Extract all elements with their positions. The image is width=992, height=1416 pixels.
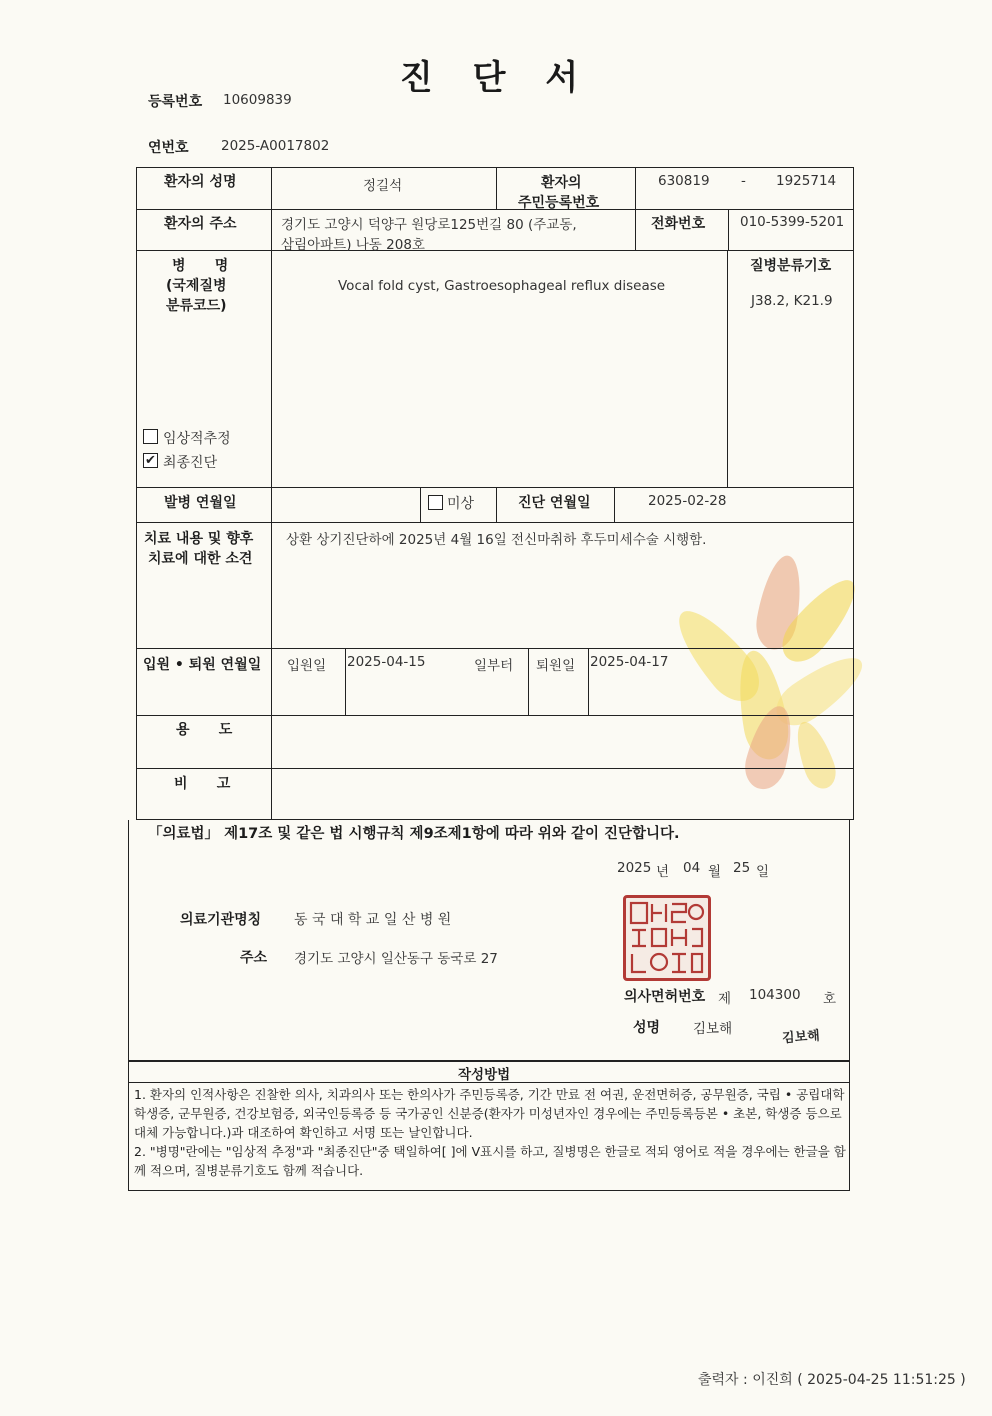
doctor-name-label: 성명 (633, 1020, 661, 1036)
certify-year: 2025 (617, 860, 652, 876)
day-unit: 일 (756, 864, 770, 880)
name-label: 환자의 성명 (164, 174, 237, 190)
admission-label: 입원 • 퇴원 연월일 (143, 657, 262, 673)
certify-month: 04 (683, 860, 701, 876)
month-unit: 월 (708, 864, 722, 880)
institution-address-label: 주소 (240, 950, 268, 966)
hospital-seal (623, 895, 711, 981)
license-number: 104300 (749, 987, 801, 1003)
clinical-estimate-label: 임상적추정 (163, 431, 231, 447)
clinical-estimate-checkbox[interactable] (143, 429, 158, 444)
doctor-name: 김보해 (693, 1021, 733, 1037)
instruction-item-1: 1. 환자의 인적사항은 진찰한 의사, 치과의사 또는 한의사가 주민등록증, 기간 만료 전 여권, 운전면허증, 공무원증, 국립 • 공립대학 학생증, 군무원증, 건강보험증, 외국인등록증 등 국가공인 신분증(환자가 미성년자인 경우에는 주민등록등본 • 초본, 학생증 등으로 대체 가능합니다.)과 대조하여 확인하고 서명 또는 날인합니다. (134, 1087, 845, 1140)
rrn-label-line2: 주민등록번호 (518, 195, 600, 211)
diagnosis-label-line1: 병 명 (172, 258, 229, 274)
disease-code-label: 질병분류기호 (750, 258, 832, 274)
discharge-date: 2025-04-17 (590, 654, 669, 670)
treatment-label-line2: 치료에 대한 소견 (148, 551, 253, 567)
disease-codes: J38.2, K21.9 (751, 293, 833, 309)
document-title: 진 단 서 (399, 58, 593, 98)
serial-label: 연번호 (148, 140, 189, 156)
rrn-front: 630819 (658, 173, 710, 189)
year-unit: 년 (656, 864, 670, 880)
phone-value: 010-5399-5201 (740, 214, 845, 230)
onset-date-label: 발병 연월일 (164, 495, 237, 511)
admit-label: 입원일 (287, 658, 327, 674)
institution-name: 동 국 대 학 교 일 산 병 원 (294, 912, 452, 928)
certify-statement: 「의료법」 제17조 및 같은 법 시행규칙 제9조제1항에 따라 위와 같이 진단합니다. (148, 826, 680, 842)
license-label: 의사면허번호 (624, 989, 706, 1005)
name-value: 정길석 (363, 178, 403, 194)
rrn-label-line1: 환자의 (541, 175, 582, 191)
diagnosis-label-line3: 분류코드) (166, 298, 227, 314)
from-label: 일부터 (474, 658, 514, 674)
institution-label: 의료기관명칭 (180, 912, 262, 928)
license-prefix: 제 (718, 991, 732, 1007)
printer-info: 출력자 : 이진희 ( 2025-04-25 11:51:25 ) (698, 1372, 966, 1388)
rrn-back: 1925714 (776, 173, 837, 189)
treatment-text: 상환 상기진단하에 2025년 4월 16일 전신마취하 후두미세수술 시행함. (286, 532, 707, 548)
address-line2: 삼림아파트) 나동 208호 (281, 237, 425, 253)
diagnosis-date: 2025-02-28 (648, 493, 727, 509)
institution-address: 경기도 고양시 일산동구 동국로 27 (294, 951, 498, 967)
diagnosis-text: Vocal fold cyst, Gastroesophageal reflux disease (338, 278, 666, 294)
unknown-label: 미상 (447, 496, 475, 512)
purpose-label: 용 도 (176, 722, 233, 738)
license-suffix: 호 (823, 991, 837, 1007)
diagnosis-date-label: 진단 연월일 (518, 495, 591, 511)
final-diagnosis-label: 최종진단 (163, 455, 218, 471)
address-line1: 경기도 고양시 덕양구 원당로125번길 80 (주교동, (281, 217, 577, 233)
unknown-checkbox[interactable] (428, 495, 443, 510)
remarks-label: 비 고 (174, 776, 231, 792)
final-diagnosis-checkbox[interactable]: ✔ (143, 453, 158, 468)
reg-no-value: 10609839 (223, 92, 292, 108)
certify-day: 25 (733, 860, 751, 876)
doctor-signature: 김보해 (781, 1028, 821, 1047)
phone-label: 전화번호 (651, 216, 706, 232)
instruction-item-2: 2. "병명"란에는 "임상적 추정"과 "최종진단"중 택일하여[ ]에 V표시를 하고, 질병명은 한글로 적되 영어로 적을 경우에는 한글을 함께 적으며, 질병분류기호도 함께 적습니다. (134, 1144, 846, 1178)
serial-value: 2025-A0017802 (221, 138, 330, 154)
seal-pattern-icon (626, 898, 708, 978)
diagnosis-label-line2: (국제질병 (166, 278, 227, 294)
admit-date: 2025-04-15 (347, 654, 426, 670)
reg-no-label: 등록번호 (148, 94, 203, 110)
instructions-heading: 작성방법 (458, 1067, 511, 1083)
treatment-label-line1: 치료 내용 및 향후 (144, 531, 254, 547)
certification-section (128, 820, 850, 1061)
discharge-label: 퇴원일 (536, 658, 576, 674)
rrn-dash: - (741, 173, 746, 189)
address-label: 환자의 주소 (164, 216, 237, 232)
